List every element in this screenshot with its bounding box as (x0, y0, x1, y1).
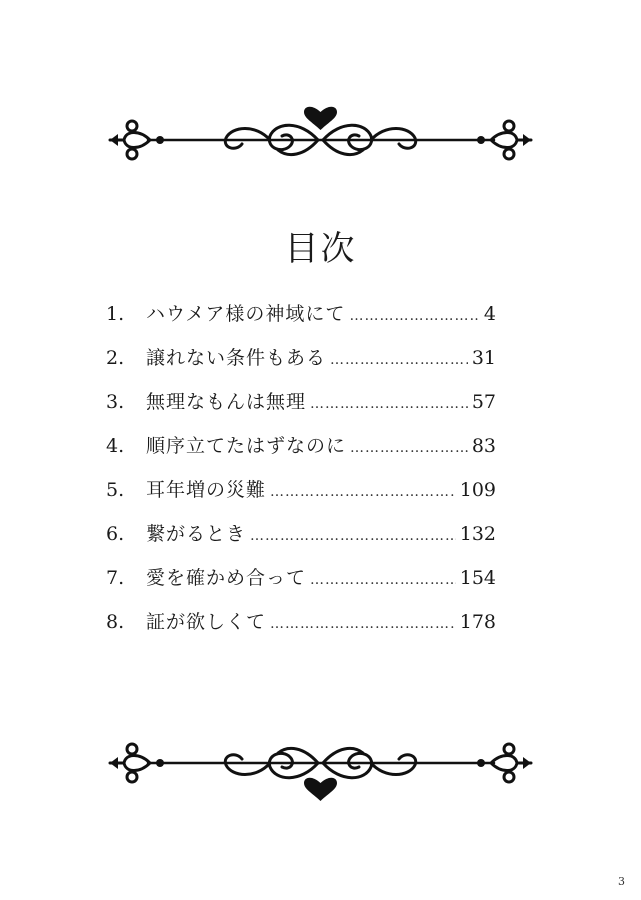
toc-entry-page: 154 (459, 567, 496, 589)
toc-entry[interactable] (106, 556, 496, 600)
toc-entry-title: 無理なもんは無理 (146, 391, 307, 413)
toc-entry-title: 証が欲しくて (146, 611, 267, 633)
toc-entry-page: 109 (459, 479, 496, 501)
toc-entry[interactable] (106, 424, 496, 468)
toc-entry-page: 57 (471, 391, 496, 413)
toc-entry-title: 順序立てたはずなのに (146, 435, 347, 457)
toc-entry-title: 愛を確かめ合って (146, 567, 307, 589)
toc-leader-dots (349, 294, 479, 338)
toc-leader-dots (310, 558, 456, 602)
toc-entry-number: 6. (106, 523, 125, 545)
bottom-ornament (0, 735, 641, 805)
toc-leader-dots (330, 338, 468, 382)
toc-entry-number: 5. (106, 479, 125, 501)
toc-entry[interactable] (106, 380, 496, 424)
toc-leader-dots (350, 426, 468, 470)
toc-entry-number: 4. (106, 435, 125, 457)
toc-entry[interactable] (106, 512, 496, 556)
page-title: 目次 (284, 228, 357, 269)
toc-entry-page: 4 (483, 303, 496, 325)
toc-entry-title: 繋がるとき (146, 523, 247, 545)
top-ornament-graphic (0, 100, 641, 170)
toc-leader-dots (270, 470, 456, 514)
toc-entry-title: 耳年増の災難 (146, 479, 267, 501)
toc-entry-page: 83 (471, 435, 496, 457)
toc-leader-dots (250, 514, 456, 558)
toc-entry-page: 178 (459, 611, 496, 633)
toc-entry-number: 8. (106, 611, 125, 633)
toc-entry[interactable] (106, 292, 496, 336)
toc-leader-dots (310, 382, 468, 426)
top-ornament (0, 100, 641, 170)
toc-entry[interactable] (106, 336, 496, 380)
bottom-ornament-graphic (0, 735, 641, 805)
table-of-contents (106, 292, 496, 644)
toc-entry-title: 譲れない条件もある (146, 347, 327, 369)
toc-entry-number: 1. (106, 303, 125, 325)
toc-entry-number: 3. (106, 391, 125, 413)
toc-leader-dots (270, 602, 456, 646)
toc-entry[interactable] (106, 468, 496, 512)
toc-entry-page: 31 (471, 347, 496, 369)
page-number: 3 (618, 875, 625, 888)
toc-entry-number: 2. (106, 347, 125, 369)
toc-entry-number: 7. (106, 567, 125, 589)
toc-entry-page: 132 (459, 523, 496, 545)
toc-entry-title: ハウメア様の神域にて (146, 303, 346, 325)
toc-entry[interactable] (106, 600, 496, 644)
